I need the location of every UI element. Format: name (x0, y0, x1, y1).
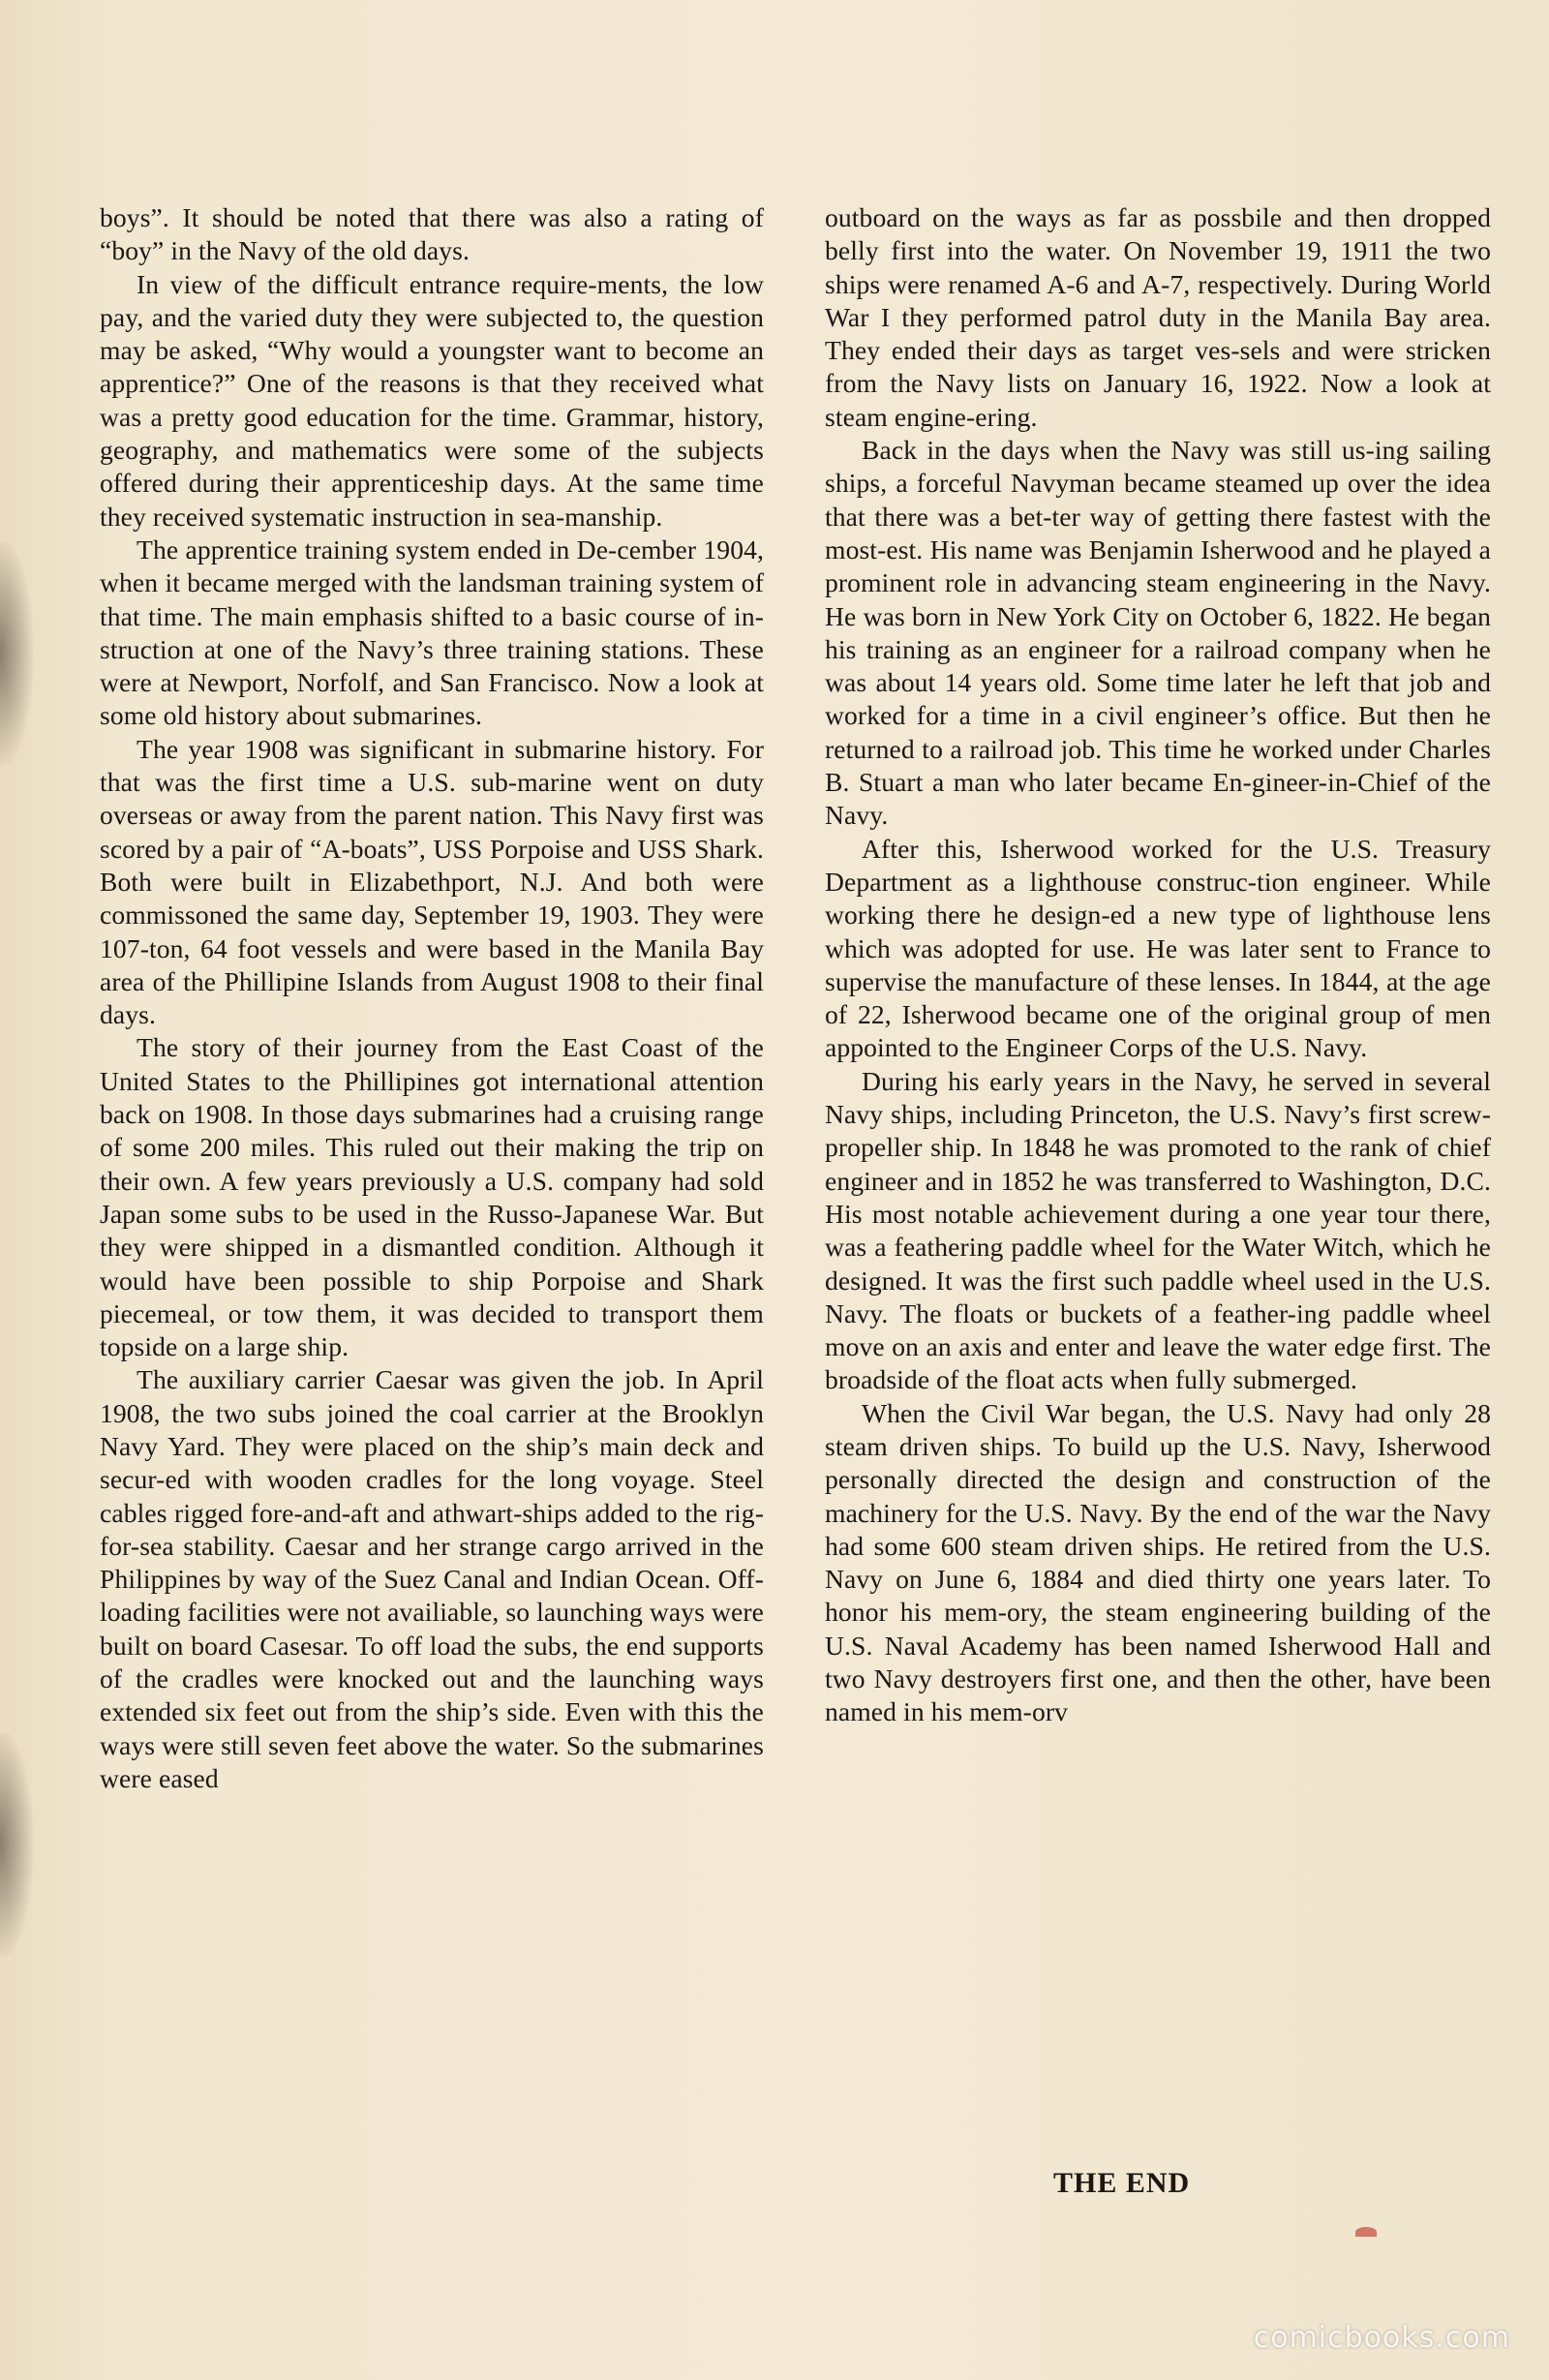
paragraph: During his early years in the Navy, he served in several Navy ships, including Princeton, the U.S. Navy’s first screw-propeller ship. In 1848 he was promoted to the rank of chief engineer and in 1852 he was transferred to Washington, D.C. His most notable achievement during a one year tour there, was a feathering paddle wheel for the Water Witch, which he designed. It was the first such paddle wheel used in the U.S. Navy. The floats or buckets of a feather-ing paddle wheel move on an axis and enter and leave the water edge first. The broadside of the float acts when fully submerged. (825, 1065, 1491, 1395)
left-text-column (100, 201, 764, 1795)
closing-text: THE END (1053, 2167, 1191, 2199)
binding-shadow (0, 542, 33, 765)
paragraph: outboard on the ways as far as possbile and then dropped belly first into the water. On November 19, 1911 the two ships were renamed A-6 and A-7, respectively. During World War I they performed patrol duty in the Manila Bay area. They ended their days as target ves-sels and were stricken from the Navy lists on January 16, 1922. Now a look at steam engine-ering. (825, 202, 1491, 432)
paragraph: The apprentice training system ended in De-cember 1904, when it became merged with the landsman training system of that time. The main emphasis shifted to a basic course of in-struction at one of the Navy’s three training stations. These were at Newport, Norfolf, and San Francisco. Now a look at some old history about submarines. (100, 534, 764, 731)
paragraph: After this, Isherwood worked for the U.S. Treasury Department as a lighthouse construc-tion engineer. While working there he design-ed a new type of lighthouse lens which was adopted for use. He was later sent to France to supervise the manufacture of these lenses. In 1844, at the age of 22, Isherwood became one of the original group of men appointed to the Engineer Corps of the U.S. Navy. (825, 833, 1491, 1063)
paragraph: The auxiliary carrier Caesar was given the job. In April 1908, the two subs joined the coal carrier at the Brooklyn Navy Yard. They were placed on the ship’s main deck and secur-ed with wooden cradles for the long voyage. Steel cables rigged fore-and-aft and athwart-ships added to the rig-for-sea stability. Caesar and her strange cargo arrived in the Philippines by way of the Suez Canal and Indian Ocean. Off-loading facilities were not availiable, so launching ways were built on board Casesar. To off load the subs, the end supports of the cradles were knocked out and the launching ways extended six feet out from the ship’s side. Even with this the ways were still seven feet above the water. So the submarines were eased (100, 1364, 764, 1793)
paragraph: Back in the days when the Navy was still us-ing sailing ships, a forceful Navyman became steamed up over the idea that there was a bet-ter way of getting there fastest with the most-est. His name was Benjamin Isherwood and he played a prominent role in advancing steam engineering in the Navy. He was born in New York City on October 6, 1822. He began his training as an engineer for a railroad company when he was about 14 years old. Some time later he left that job and worked for a time in a civil engineer’s office. But then he returned to a railroad job. This time he worked under Charles B. Stuart a man who later became En-gineer-in-Chief of the Navy. (825, 435, 1491, 831)
paragraph: boys”. It should be noted that there was also a rating of “boy” in the Navy of the old days. (100, 202, 764, 266)
ink-mark (1355, 2227, 1377, 2237)
paragraph: The story of their journey from the East Coast of the United States to the Phillipines got international attention back on 1908. In those days submarines had a cruising range of some 200 miles. This ruled out their making the trip on their own. A few years previously a U.S. company had sold Japan some subs to be used in the Russo-Japanese War. But they were shipped in a dismantled condition. Although it would have been possible to ship Porpoise and Shark piecemeal, or tow them, it was decided to transport them topside on a large ship. (100, 1032, 764, 1362)
binding-shadow (0, 1733, 33, 1956)
right-text-column (825, 201, 1491, 1729)
paragraph: In view of the difficult entrance require-ments, the low pay, and the varied duty they were subjected to, the question may be asked, “Why would a youngster want to become an apprentice?” One of the reasons is that they received what was a pretty good education for the time. Grammar, history, geography, and mathematics were some of the subjects offered during their apprenticeship days. At the same time they received systematic instruction in sea-manship. (100, 268, 764, 532)
paragraph: When the Civil War began, the U.S. Navy had only 28 steam driven ships. To build up the U.S. Navy, Isherwood personally directed the design and construction of the machinery for the U.S. Navy. By the end of the war the Navy had some 600 steam driven ships. He retired from the U.S. Navy on June 6, 1884 and died thirty one years later. To honor his mem-ory, the steam engineering building of the U.S. Naval Academy has been named Isherwood Hall and two Navy destroyers first one, and then the other, have been named in his mem-orv (825, 1397, 1491, 1727)
paragraph: The year 1908 was significant in submarine history. For that was the first time a U.S. sub-marine went on duty overseas or away from the parent nation. This Navy first was scored by a pair of “A-boats”, USS Porpoise and USS Shark. Both were built in Elizabethport, N.J. And both were commissoned the same day, September 19, 1903. They were 107-ton, 64 foot vessels and were based in the Manila Bay area of the Phillipine Islands from August 1908 to their final days. (100, 733, 764, 1030)
watermark: comicbooks.com (1253, 2321, 1510, 2355)
